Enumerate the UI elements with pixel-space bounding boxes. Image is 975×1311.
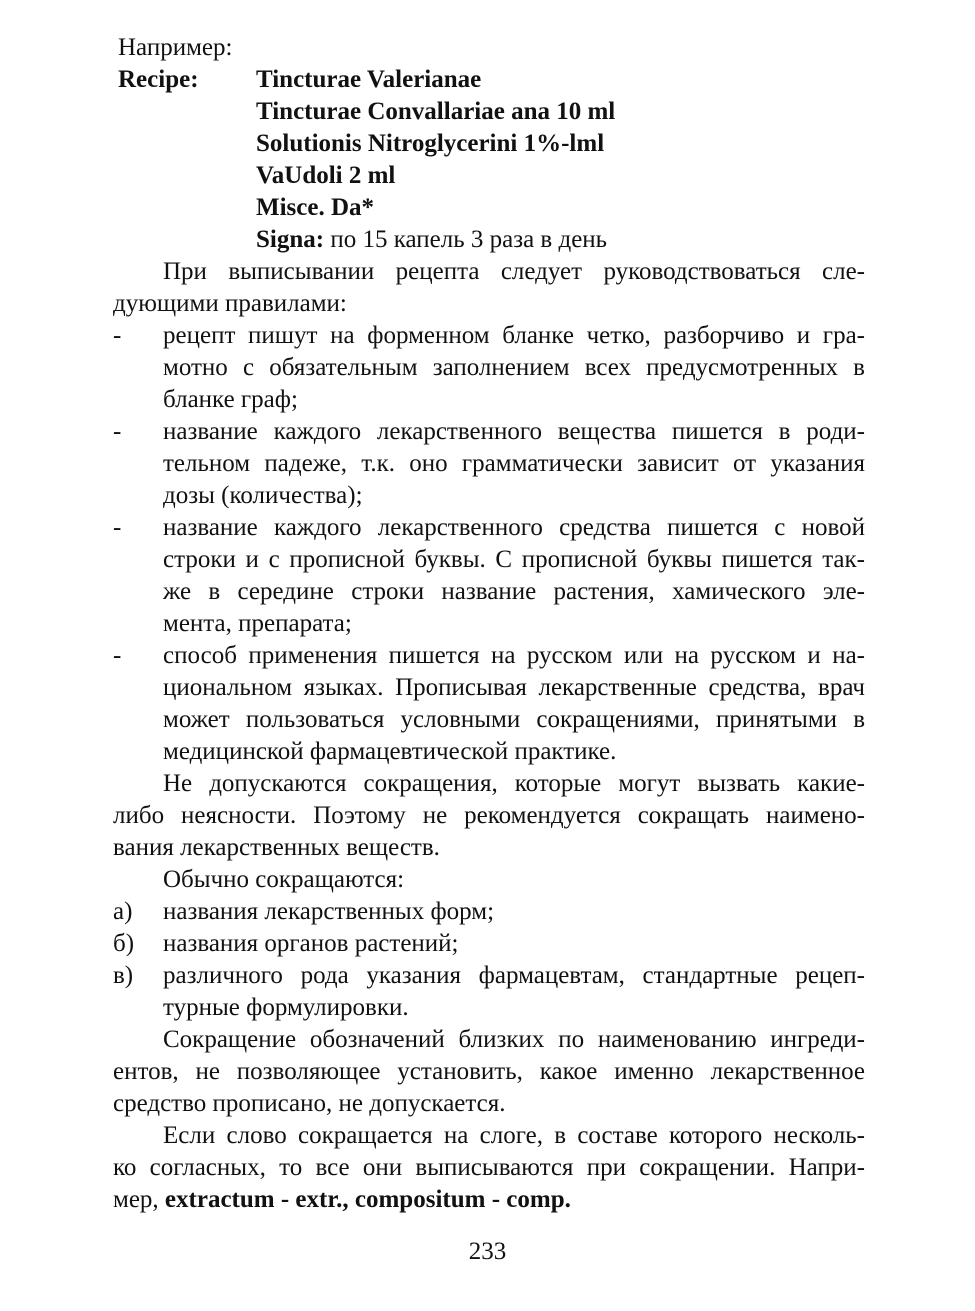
bullet-dash: -	[113, 322, 122, 349]
bullet-line: название каждого лекарственного вещества пишется в роди-	[163, 418, 865, 445]
paragraph-line: либо неясности. Поэтому не рекомендуется сокращать наимено-	[113, 802, 865, 829]
paragraph-line: средство прописано, не допускается.	[113, 1090, 506, 1117]
recipe-line: VaUdoli 2 ml	[256, 162, 396, 189]
recipe-line: Tincturae Valerianae	[256, 66, 482, 93]
bullet-dash: -	[113, 514, 122, 541]
bullet-line: способ применения пишется на русском или на русском и на-	[163, 642, 865, 669]
paragraph-line: Не допускаются сокращения, которые могут вызвать какие-	[163, 770, 865, 797]
intro-text: Например:	[118, 34, 233, 61]
bullet-line: бланке граф;	[163, 386, 298, 413]
list-marker: в)	[113, 962, 134, 989]
paragraph-line: ентов, не позволяющее установить, какое именно лекарственное	[113, 1058, 865, 1085]
bullet-line: циональном языках. Прописывая лекарственные средства, врач	[163, 674, 865, 701]
signa-text: по 15 капель 3 раза в день	[324, 226, 608, 253]
paragraph-line	[113, 1184, 865, 1216]
bullet-dash: -	[113, 418, 122, 445]
bullet-line: тельном падеже, т.к. оно грамматически зависит от указания	[163, 450, 865, 477]
paragraph-line: вания лекарственных веществ.	[113, 834, 440, 861]
recipe-line: Misce. Da*	[256, 194, 375, 221]
bullet-dash: -	[113, 642, 122, 669]
signa-line	[256, 224, 607, 256]
bullet-line: мента, препарата;	[163, 610, 352, 637]
recipe-label: Recipe:	[118, 66, 199, 93]
signa-label: Signa:	[256, 226, 325, 253]
bullet-line: строки и с прописной буквы. С прописной буквы пишется так-	[163, 546, 865, 573]
paragraph-line: При выписывании рецепта следует руководствоваться сле-	[163, 258, 865, 285]
paragraph-line: Обычно сокращаются:	[163, 866, 405, 893]
paragraph-line: дующими правилами:	[113, 290, 347, 317]
list-marker: б)	[113, 930, 135, 957]
example-prefix: мер,	[113, 1186, 165, 1213]
page-number: 233	[468, 1238, 507, 1265]
bullet-line: же в середине строки название растения, хамического эле-	[163, 578, 865, 605]
paragraph-line: Если слово сокращается на слоге, в составе которого несколь-	[163, 1122, 865, 1149]
list-item-line: различного рода указания фармацевтам, стандартные рецеп-	[163, 962, 865, 989]
abbreviation-examples: extractum - extr., compositum - comp.	[164, 1186, 571, 1213]
list-item-line: турные формулировки.	[163, 994, 409, 1021]
list-item-line: названия органов растений;	[163, 930, 459, 957]
bullet-line: название каждого лекарственного средства пишется с новой	[163, 514, 865, 541]
paragraph-line: Сокращение обозначений близких по наименованию ингреди-	[163, 1026, 865, 1053]
bullet-line: дозы (количества);	[163, 482, 363, 509]
bullet-line: может пользоваться условными сокращениями, принятыми в	[163, 706, 865, 733]
paragraph-line: ко согласных, то все они выписываются при сокращении. Напри-	[113, 1154, 865, 1181]
bullet-line: рецепт пишут на форменном бланке четко, разборчиво и гра-	[163, 322, 865, 349]
list-marker: а)	[113, 898, 133, 925]
recipe-line: Tincturae Convallariae ana 10 ml	[256, 98, 616, 125]
recipe-line: Solutionis Nitroglycerini 1%-lml	[256, 130, 605, 157]
bullet-line: мотно с обязательным заполнением всех предусмотренных в	[163, 354, 865, 381]
bullet-line: медицинской фармацевтической практике.	[163, 738, 617, 765]
list-item-line: названия лекарственных форм;	[163, 898, 495, 925]
